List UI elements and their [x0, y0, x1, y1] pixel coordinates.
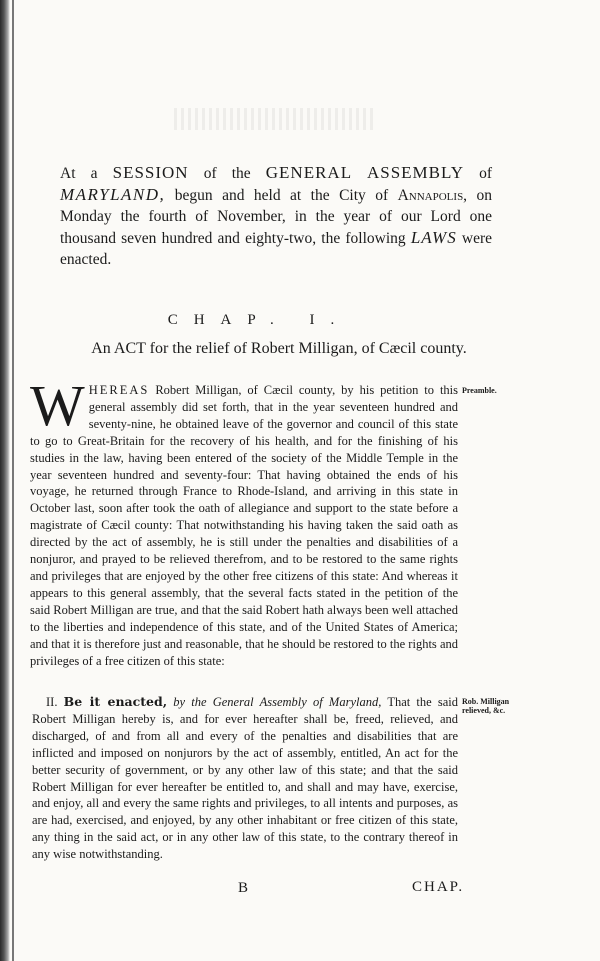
- session-text: were enacted.: [60, 230, 493, 268]
- drop-cap: W: [30, 373, 85, 438]
- enacting-clause: by the General Assembly of Maryland,: [173, 695, 382, 709]
- preamble-opening: HEREAS: [88, 383, 150, 397]
- session-text: begun and held at the City of: [174, 187, 389, 204]
- signature-mark: B: [238, 880, 249, 896]
- section-two-text: That the said Robert Milligan hereby is, and for ever hereafter shall be, freed, relieved, and discharged, of and from all and every of the penalties and disabilities that are inflicted and imposed on nonjurors by the act of assembly, entitled, An act for the better security of government, or by any other law of this state; and that the said Robert Milligan for ever hereafter be entitled to, and shall and may have, exercise, and enjoy, all and every the same rights and privileges, to all intents and purposes, as are had, exercised, and enjoyed, by any other inhabitant or free citizen of this state, any thing in the said act, or in any other law of this state, to the contrary thereof in any wise notwithstanding.: [32, 695, 458, 862]
- session-text: of the: [203, 165, 251, 182]
- section-number: II.: [46, 695, 58, 709]
- preamble-text: Robert Milligan, of Cæcil county, by his petition to this general assembly did set forth, that in the year seventeen hundred and seventy-nine, he obtained leave of the governor and council of this state to go to Great-Britain for the recovery of his health, and for the finishing of his studies in the law, having been entered of the society of the Middle Temple in the year seventeen hundred and seventy-four: That having obtained the ends of his voyage, he returned through France to Rhode-Island, and arriving in this state in October last, soon after took the oath of allegiance and support to the state before a magistrate of Cæcil county: That notwithstanding his having taken the said oath as directed by the act of assembly, he is still under the penalties and disabilities of a nonjuror, and prayed to be relieved therefrom, and to be restored to the same rights and privileges that are enjoyed by the other free citizens of this state: And whereas it appears to this general assembly, that the several facts stated in the petition of the said Robert Milligan are true, and that the said Robert hath always been well attached to the liberties and independence of this state, and of the United States of America; and that it is therefore just and reasonable, that he should be restored to the rights and privileges of a free citizen of this state:: [30, 383, 458, 668]
- binding-line: [12, 0, 14, 961]
- session-text: of: [479, 165, 492, 182]
- chapter-heading: CHAP. I.: [167, 312, 351, 328]
- preamble-paragraph: [30, 373, 458, 669]
- laws-word: LAWS: [410, 228, 457, 247]
- margin-note-preamble: Preamble.: [462, 386, 497, 395]
- binding-shadow: [0, 0, 10, 961]
- session-word: SESSION: [112, 163, 189, 182]
- maryland-word: MARYLAND,: [60, 185, 166, 204]
- enacting-phrase: Be it enacted,: [63, 694, 168, 709]
- session-text: on Monday the fourth of November, in the year of our Lord one thousand seven hundred and eighty-two, the following: [60, 187, 493, 247]
- section-two-paragraph: [32, 694, 458, 863]
- act-title: An ACT for the relief of Robert Milligan, of Cæcil county.: [91, 340, 467, 357]
- catchword: CHAP.: [412, 879, 465, 895]
- annapolis-word: Annapolis,: [397, 187, 468, 204]
- margin-note-relieved: Rob. Milligan relieved, &c.: [462, 697, 510, 715]
- document-page: [24, 0, 584, 961]
- session-heading: [60, 162, 492, 270]
- general-assembly-word: GENERAL ASSEMBLY: [265, 163, 464, 182]
- session-text: At a: [60, 165, 98, 182]
- bleed-through-text: [174, 108, 374, 130]
